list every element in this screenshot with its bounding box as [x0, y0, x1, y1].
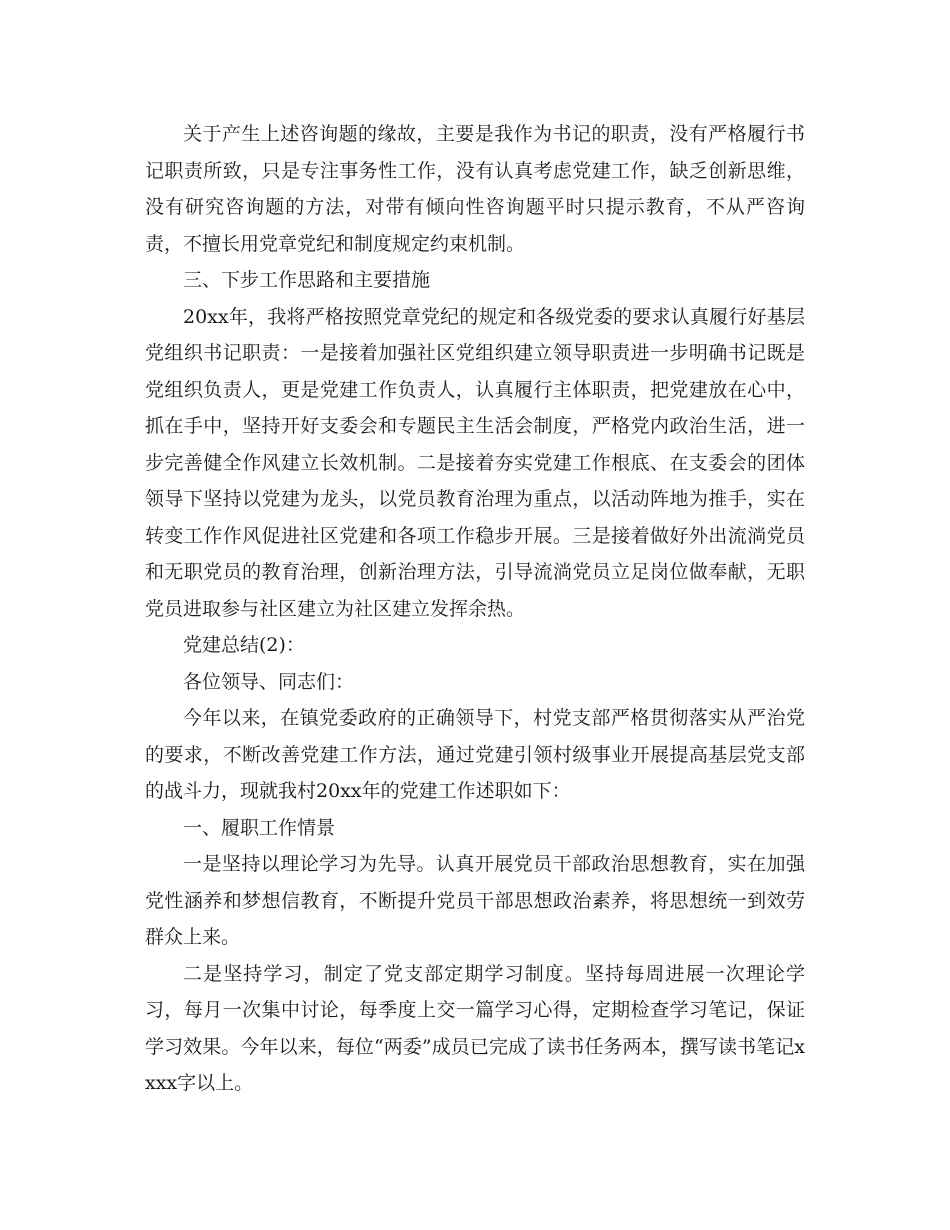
document-body: [145, 116, 805, 1102]
paragraph-intro: 今年以来，在镇党委政府的正确领导下，村党支部严格贯彻落实从严治党的要求，不断改善党建工作方法，通过党建引领村级事业开展提高基层党支部的战斗力，现就我村20xx年的党建工作述职如下：: [145, 707, 805, 802]
heading-next-steps: 三、下步工作思路和主要措施: [183, 269, 431, 291]
heading-party-summary-2: 党建总结(2)：: [183, 634, 305, 656]
greeting: 各位领导、同志们：: [183, 670, 355, 693]
paragraph-cause: 关于产生上述咨询题的缘故，主要是我作为书记的职责，没有严格履行书记职责所致，只是专注事务性工作，没有认真考虑党建工作，缺乏创新思维，没有研究咨询题的方法，对带有倾向性咨询题平时只提示教育，不从严咨询责，不擅长用党章党纪和制度规定约束机制。: [145, 123, 805, 255]
paragraph-study-system: 二是坚持学习，制定了党支部定期学习制度。坚持每周进展一次理论学习，每月一次集中讨论，每季度上交一篇学习心得，定期检查学习笔记，保证学习效果。今年以来，每位“两委”成员已完成了读书任务两本，撰写读书笔记xxxx字以上。: [145, 962, 805, 1094]
heading-duty-performance: 一、履职工作情景: [183, 816, 336, 839]
paragraph-measures: 20xx年，我将严格按照党章党纪的规定和各级党委的要求认真履行好基层党组织书记职责：一是接着加强社区党组织建立领导职责进一步明确书记既是党组织负责人，更是党建工作负责人，认真履行主体职责，把党建放在心中，抓在手中，坚持开好支委会和专题民主生活会制度，严格党内政治生活，进一步完善健全作风建立长效机制。二是接着夯实党建工作根底、在支委会的团体领导下坚持以党建为龙头，以党员教育治理为重点，以活动阵地为推手，实在转变工作作风促进社区党建和各项工作稳步开展。三是接着做好外出流淌党员和无职党员的教育治理，创新治理方法，引导流淌党员立足岗位做奉献，无职党员进取参与社区建立为社区建立发挥余热。: [145, 305, 805, 620]
paragraph-theory-study: 一是坚持以理论学习为先导。认真开展党员干部政治思想教育，实在加强党性涵养和梦想信教育，不断提升党员干部思想政治素养，将思想统一到效劳群众上来。: [145, 853, 805, 948]
